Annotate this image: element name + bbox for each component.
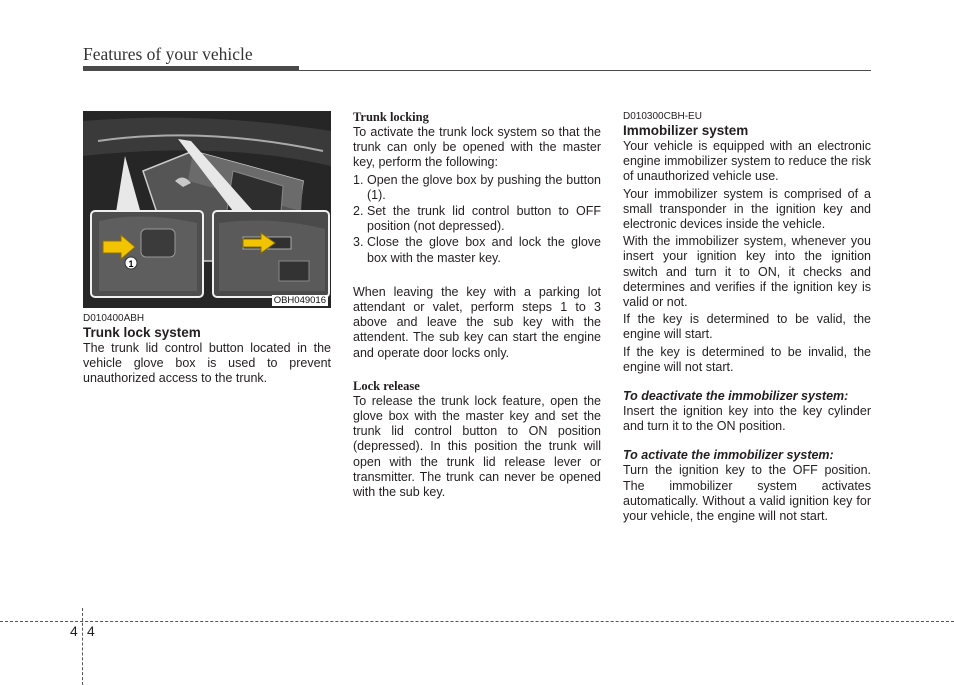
section-heading: Trunk lock system bbox=[83, 325, 201, 340]
subheading-trunk-locking: Trunk locking bbox=[353, 110, 429, 124]
glove-box-figure bbox=[83, 111, 331, 308]
list-item: 2. Set the trunk lid control button to OFF position (not depressed). bbox=[353, 204, 601, 234]
section-code: D010400ABH bbox=[83, 313, 145, 324]
column-immobilizer bbox=[623, 110, 871, 524]
footer-divider bbox=[82, 608, 83, 685]
steps-list bbox=[353, 173, 601, 266]
subheading-activate: To activate the immobilizer system: bbox=[623, 448, 834, 463]
figure-code: OBH049016 bbox=[273, 295, 326, 306]
column-trunk-locking bbox=[353, 110, 601, 500]
paragraph: Turn the ignition key to the OFF position. The immobilizer system activates automatically. Without a valid ignition key for your vehicle, the engine will not start. bbox=[623, 463, 871, 524]
list-item: 1. Open the glove box by pushing the button (1). bbox=[353, 172, 601, 202]
paragraph: Your vehicle is equipped with an electronic engine immobilizer system to reduce the risk of unauthorized vehicle use. bbox=[623, 139, 871, 184]
paragraph: Your immobilizer system is comprised of a small transponder in the ignition key and electronic devices inside the vehicle. bbox=[623, 186, 871, 232]
paragraph: If the key is determined to be invalid, the engine will not start. bbox=[623, 344, 871, 374]
subheading-deactivate: To deactivate the immobilizer system: bbox=[623, 389, 849, 404]
paragraph: When leaving the key with a parking lot attendant or valet, perform steps 1 to 3 above and leave the sub key with the attendent. The sub key can start the engine and operate door locks only. bbox=[353, 284, 601, 360]
header-title: Features of your vehicle bbox=[83, 44, 253, 64]
header-rule-thin bbox=[83, 70, 871, 71]
subheading-lock-release: Lock release bbox=[353, 378, 420, 393]
column-trunk-lock bbox=[83, 312, 331, 387]
glove-box-illustration bbox=[83, 111, 331, 308]
section-heading: Immobilizer system bbox=[623, 123, 749, 138]
paragraph: With the immobilizer system, whenever you insert your ignition key into the ignition switch and turn it to ON, it checks and determines and verifies if the ignition key is valid or not. bbox=[623, 234, 871, 310]
callout-number: 1 bbox=[128, 259, 134, 269]
paragraph: The trunk lid control button located in the vehicle glove box is used to prevent unauthorized access to the trunk. bbox=[83, 341, 331, 386]
page-number: 4 bbox=[87, 623, 95, 639]
list-item: 3. Close the glove box and lock the glove box with the master key. bbox=[353, 235, 601, 265]
section-code: D010300CBH-EU bbox=[623, 111, 702, 122]
page-section-number: 4 bbox=[70, 623, 78, 639]
paragraph: To activate the trunk lock system so that the trunk can only be opened with the master key, perform the following: bbox=[353, 125, 601, 170]
paragraph: To release the trunk lock feature, open the glove box with the master key and set the trunk lid control button to ON position (depressed). In this position the trunk will open with the trunk lid release lever or transmitter. The trunk can never be opened with the sub key. bbox=[353, 393, 601, 500]
paragraph: Insert the ignition key into the key cylinder and turn it to the ON position. bbox=[623, 404, 871, 434]
paragraph: If the key is determined to be valid, the engine will start. bbox=[623, 312, 871, 342]
footer-rule bbox=[0, 621, 954, 622]
